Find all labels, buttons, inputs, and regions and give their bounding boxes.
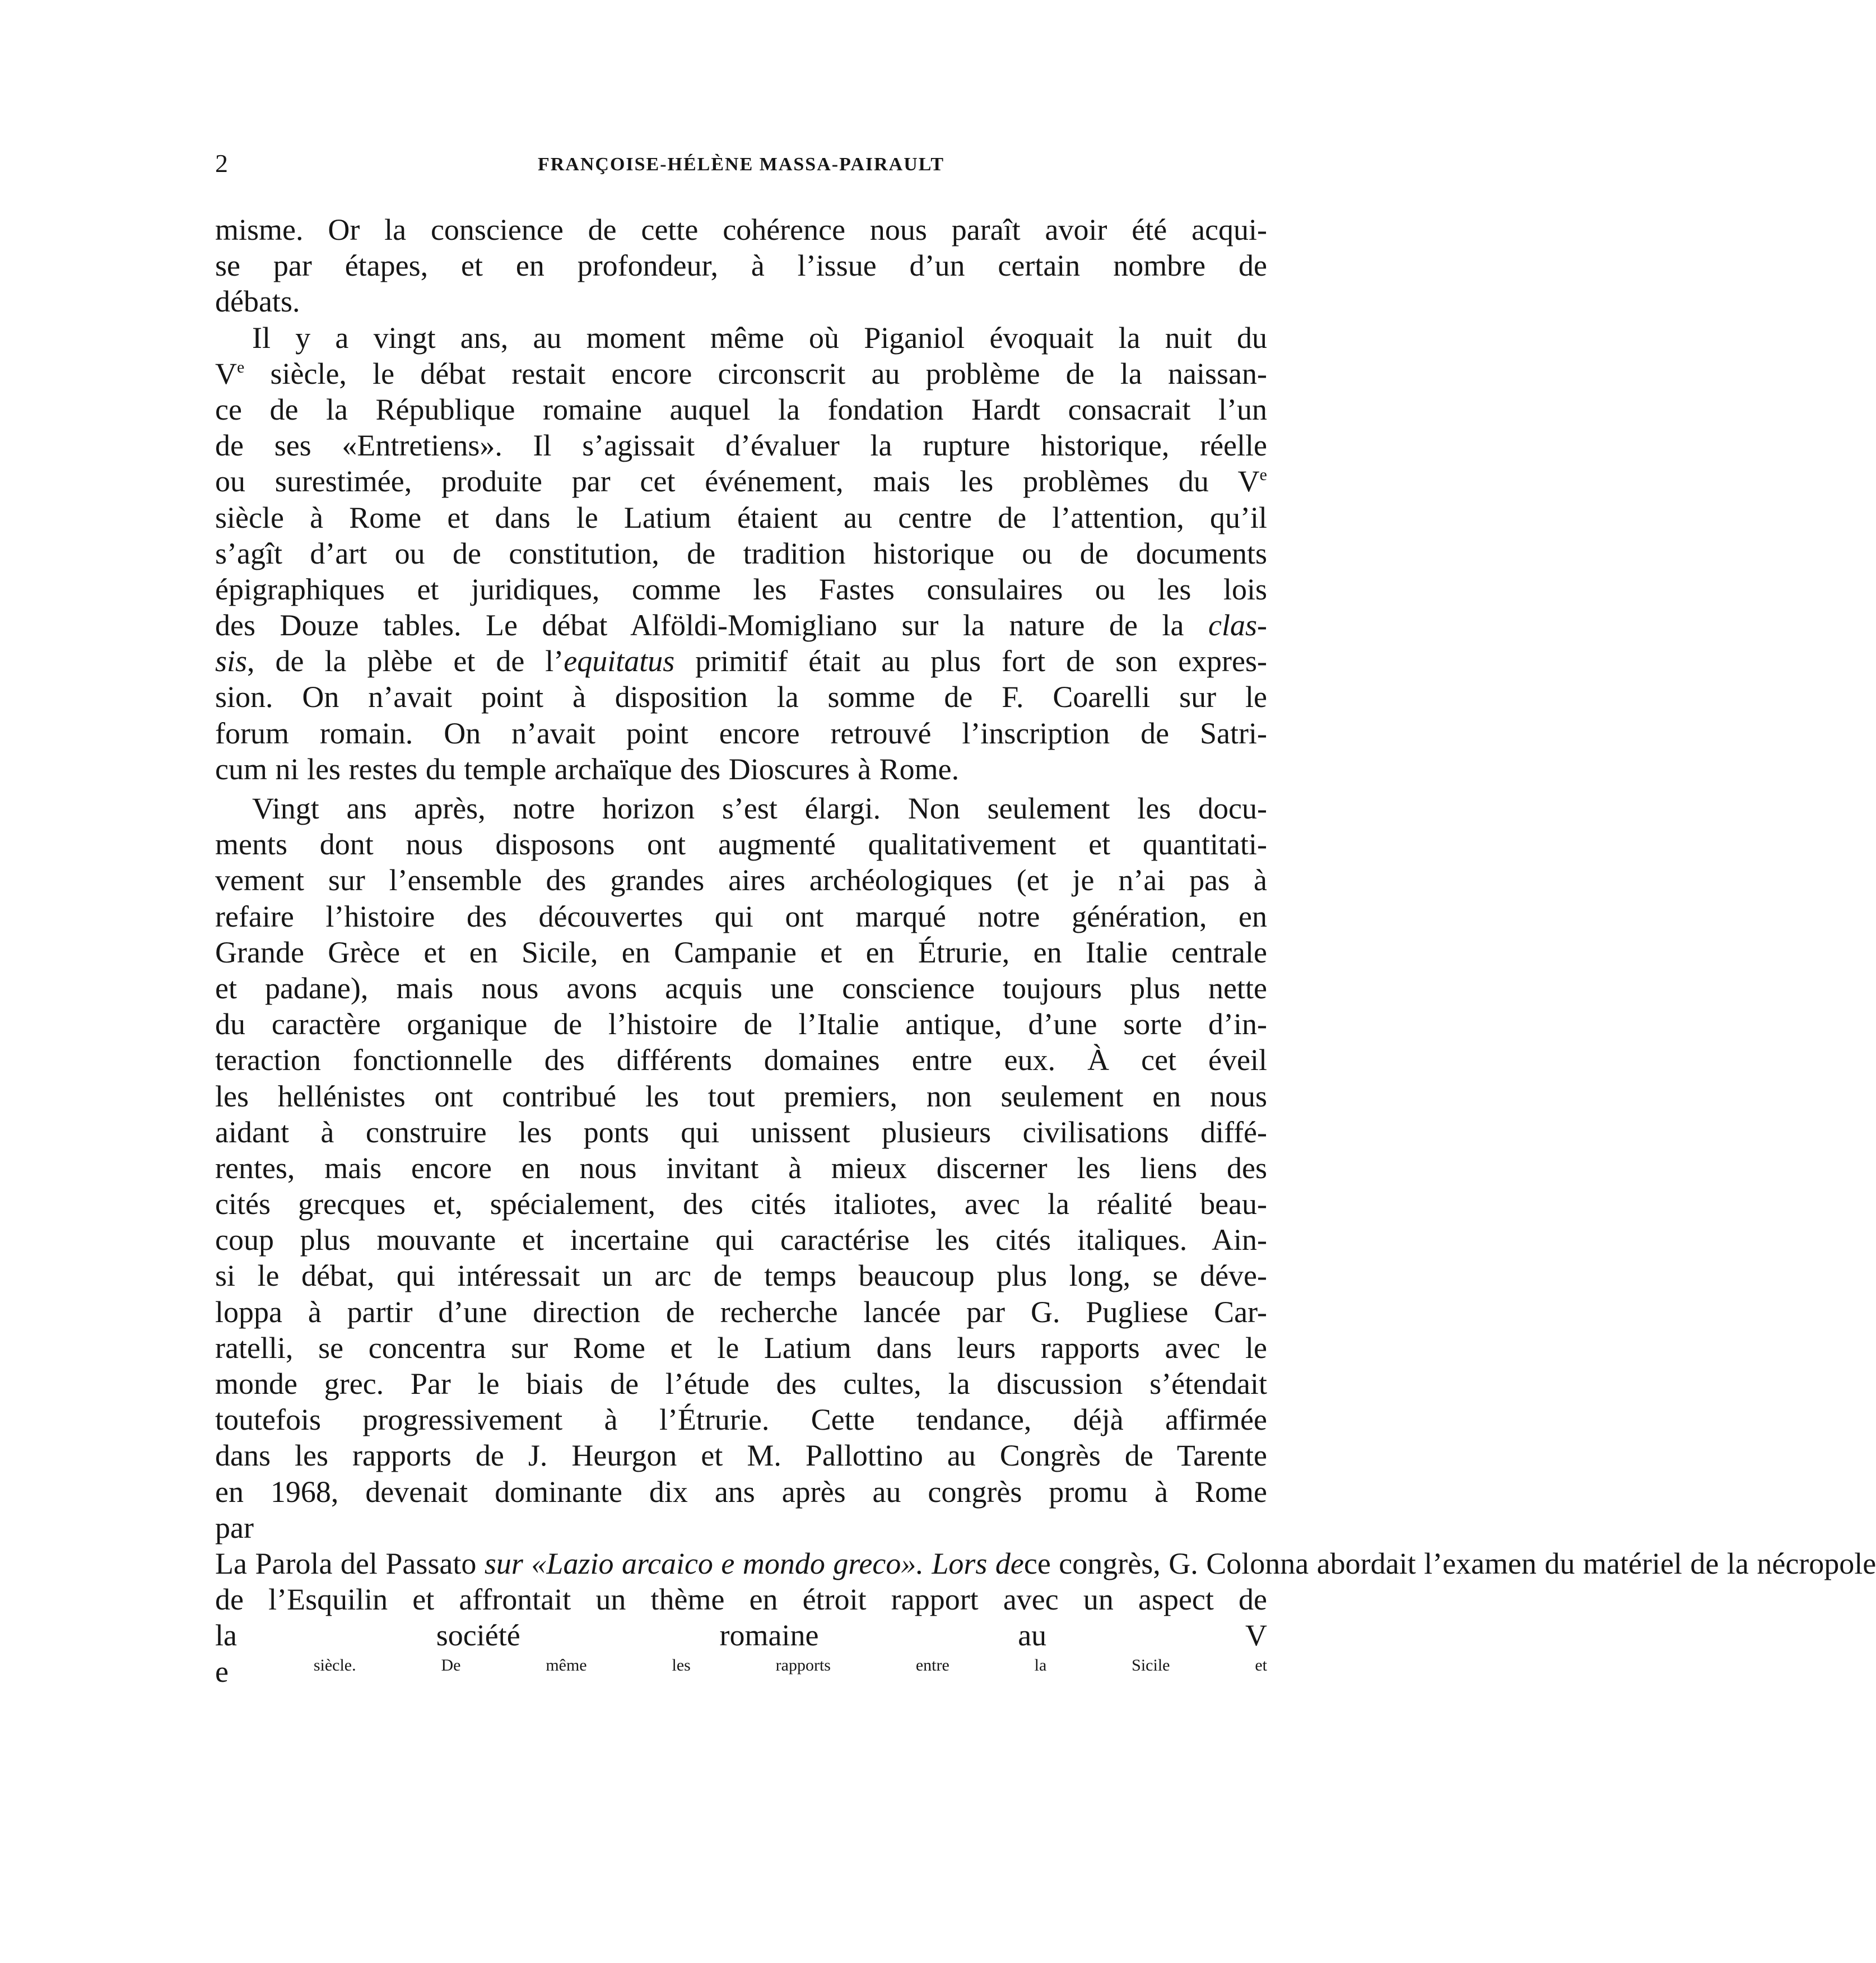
text-line: cités grecques et, spécialement, des cités italiotes, avec la réalité beau-: [215, 1187, 1267, 1221]
text-line: cum ni les restes du temple archaïque des Dioscures à Rome.: [215, 752, 960, 786]
text-line: aidant à construire les ponts qui unissent plusieurs civilisations diffé-: [215, 1115, 1267, 1149]
superscript: e: [1259, 466, 1267, 485]
text-line: si le débat, qui intéressait un arc de temps beaucoup plus long, se déve-: [215, 1259, 1267, 1293]
text-line: vement sur l’ensemble des grandes aires archéologiques (et je n’ai pas à: [215, 863, 1267, 897]
text-line: misme. Or la conscience de cette cohérence nous paraît avoir été acqui-: [215, 213, 1267, 246]
text-line: de l’Esquilin et affrontait un thème en étroit rapport avec un aspect de: [215, 1583, 1267, 1617]
text-line: la société romaine au V: [215, 1618, 1267, 1653]
text-line: refaire l’histoire des découvertes qui ont marqué notre génération, en: [215, 899, 1267, 933]
text-line: coup plus mouvante et incertaine qui caractérise les cités italiques. Ain-: [215, 1223, 1267, 1257]
text-line: s’agît d’art ou de constitution, de tradition historique ou de documents: [215, 536, 1267, 570]
text-line: ratelli, se concentra sur Rome et le Latium dans leurs rapports avec le: [215, 1331, 1267, 1365]
text-line: loppa à partir d’une direction de recherche lancée par G. Pugliese Car-: [215, 1295, 1267, 1329]
text-line: [215, 463, 1267, 499]
text-line: de ses «Entretiens». Il s’agissait d’évaluer la rupture historique, réelle: [215, 429, 1267, 463]
text-line: [215, 356, 1267, 392]
italic-term: clas-: [1208, 608, 1267, 643]
text-fragment: , de la plèbe et de l’: [247, 644, 564, 678]
running-head: [215, 147, 1267, 180]
text-line: les hellénistes ont contribué les tout premiers, non seulement en nous: [215, 1079, 1267, 1113]
body-text: [215, 212, 1876, 1690]
text-line: débats.: [215, 285, 300, 319]
text-fragment: ce congrès, G. Colonna abordait l’examen du matériel de la nécropole: [1023, 1546, 1876, 1580]
text-fragment: siècle, le débat restait encore circonscrit au problème de la naissan-: [244, 356, 1267, 390]
italic-term: equitatus: [564, 644, 675, 678]
superscript: e: [237, 357, 245, 376]
text-line: siècle à Rome et dans le Latium étaient au centre de l’attention, qu’il: [215, 500, 1267, 534]
text-fragment: ou surestimée, produite par cet événement, mais les problèmes du V: [215, 464, 1260, 499]
text-line: et padane), mais nous avons acquis une conscience toujours plus nette: [215, 971, 1267, 1005]
text-line: Vingt ans après, notre horizon s’est élargi. Non seulement les docu-: [252, 792, 1267, 825]
text-line: Il y a vingt ans, au moment même où Piganiol évoquait la nuit du: [252, 320, 1267, 355]
text-line: [215, 1654, 1267, 1690]
italic-title: sur «Lazio arcaico e mondo greco». Lors de: [476, 1546, 1024, 1580]
text-line: épigraphiques et juridiques, comme les Fastes consulaires ou les lois: [215, 572, 1267, 606]
page-number: 2: [215, 149, 228, 178]
text-line: teraction fonctionnelle des différents domaines entre eux. À cet éveil: [215, 1043, 1267, 1077]
text-line: dans les rapports de J. Heurgon et M. Pallottino au Congrès de Tarente: [215, 1439, 1267, 1473]
superscript: siècle. De même les rapports entre la Sicile et: [228, 1655, 1267, 1674]
italic-term: sis: [215, 644, 248, 678]
text-line: monde grec. Par le biais de l’étude des cultes, la discussion s’étendait: [215, 1367, 1267, 1401]
text-line: par: [215, 1510, 254, 1545]
text-fragment: e: [215, 1654, 229, 1688]
text-fragment: La Parola del Passato: [215, 1546, 477, 1580]
text-line: toutefois progressivement à l’Étrurie. Cette tendance, déjà affirmée: [215, 1403, 1267, 1437]
text-line: rentes, mais encore en nous invitant à mieux discerner les liens des: [215, 1151, 1267, 1185]
text-line: [215, 607, 1267, 643]
text-line: se par étapes, et en profondeur, à l’issue d’un certain nombre de: [215, 249, 1267, 283]
text-fragment: primitif était au plus fort de son expres-: [674, 644, 1267, 678]
text-line: Grande Grèce et en Sicile, en Campanie et en Étrurie, en Italie centrale: [215, 935, 1267, 969]
text-line: [215, 643, 1267, 679]
text-fragment: V: [215, 356, 237, 390]
running-title: FRANÇOISE-HÉLÈNE MASSA-PAIRAULT: [537, 154, 945, 175]
text-line: du caractère organique de l’histoire de l’Italie antique, d’une sorte d’in-: [215, 1007, 1267, 1041]
text-line: ments dont nous disposons ont augmenté qualitativement et quantitati-: [215, 827, 1267, 862]
text-line: [215, 1546, 1876, 1581]
text-line: sion. On n’avait point à disposition la somme de F. Coarelli sur le: [215, 680, 1267, 714]
text-line: en 1968, devenait dominante dix ans après au congrès promu à Rome: [215, 1474, 1267, 1509]
text-line: forum romain. On n’avait point encore retrouvé l’inscription de Satri-: [215, 716, 1267, 750]
text-line: ce de la République romaine auquel la fondation Hardt consacrait l’un: [215, 392, 1267, 426]
text-fragment: des Douze tables. Le débat Alföldi-Momigliano sur la nature de la: [215, 608, 1209, 643]
